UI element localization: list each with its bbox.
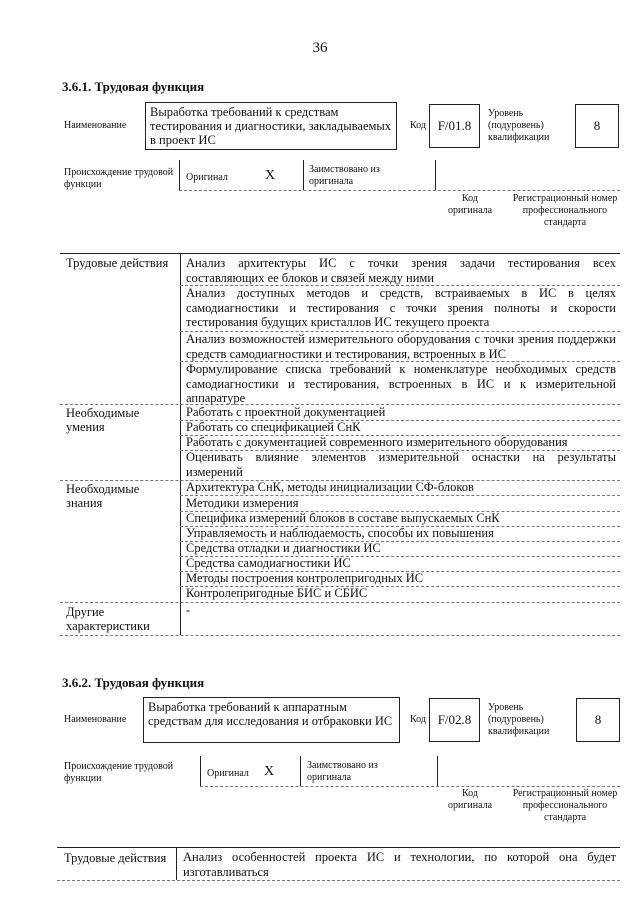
original-mark: X: [264, 764, 275, 779]
origin-divider-3: [435, 160, 436, 190]
action-item: Формулирование списка требований к номенклатуре необходимых средств самодиагностики и тестирования, встроенных в ИС и к измерительной аппаратуре: [186, 362, 616, 405]
code-value-box: F/02.8: [429, 698, 480, 742]
origin-label: Происхождение трудовой функции: [64, 761, 174, 784]
knowledge-item: Средства отладки и диагностики ИС: [186, 541, 381, 555]
action-item: Анализ архитектуры ИС с точки зрения задачи тестирования всех составляющих ее блоков и связей между ними: [186, 256, 616, 285]
origin-divider: [200, 756, 201, 786]
knowledge-item: Контролепригодные БИС и СБИС: [186, 586, 368, 600]
original-label: Оригинал: [207, 768, 249, 779]
group-divider: [60, 602, 620, 603]
section-title: 3.6.2. Трудовая функция: [62, 675, 205, 690]
other-label: Другие характеристики: [66, 605, 150, 633]
original-label: Оригинал: [186, 172, 228, 183]
level-value-box: 8: [576, 698, 620, 742]
skill-item: Работать с проектной документацией: [186, 405, 386, 419]
table-column-divider: [176, 847, 177, 880]
origin-divider-2: [300, 756, 301, 786]
action-item: Анализ доступных методов и средств, встраиваемых в ИС в целях самодиагностики и тестирования с точки зрения полноты и скорости тестирования будущих кристаллов ИС текущего проекта: [186, 286, 616, 329]
skill-item: Работать со спецификацией СнК: [186, 420, 361, 434]
name-label: Наименование: [64, 120, 127, 131]
level-label: Уровень (подуровень) квалификации: [488, 702, 550, 737]
reg-number-label: Регистрационный номер профессионального стандарта: [512, 788, 618, 823]
code-value-box: F/01.8: [429, 104, 480, 148]
table-top-line: [60, 253, 620, 254]
action-item: Анализ особенностей проекта ИС и технологии, по которой она будет изготавливаться: [183, 850, 616, 879]
origin-divider: [179, 160, 180, 190]
borrowed-label: Заимствовано из оригинала: [307, 760, 378, 783]
level-label: Уровень (подуровень) квалификации: [488, 108, 550, 143]
origin-bottom-line: [179, 190, 620, 191]
function-name-box: Выработка требований к средствам тестирования и диагностики, закладываемых в проект ИС: [145, 102, 397, 150]
table-top-line: [57, 847, 620, 848]
actions-label: Трудовые действия: [66, 256, 169, 270]
name-label: Наименование: [64, 714, 127, 725]
skill-item: Оценивать влияние элементов измерительной оснастки на результаты измерений: [186, 450, 616, 479]
original-mark: X: [265, 168, 276, 183]
origin-bottom-line: [200, 786, 620, 787]
knowledge-item: Управляемость и наблюдаемость, способы их повышения: [186, 526, 494, 540]
action-item: Анализ возможностей измерительного оборудования с точки зрения поддержки средств самодиагностики и тестирования, встроенных в ИС: [186, 332, 616, 361]
table-column-divider: [180, 253, 181, 635]
knowledge-item: Архитектура СнК, методы инициализации СФ-блоков: [186, 480, 474, 494]
reg-number-label: Регистрационный номер профессионального стандарта: [512, 193, 618, 228]
knowledge-label: Необходимые знания: [66, 482, 140, 510]
origin-divider-2: [303, 160, 304, 190]
function-name-box: Выработка требований к аппаратным средствам для исследования и отбраковки ИС: [143, 697, 400, 743]
other-value: -: [186, 603, 191, 617]
borrowed-label: Заимствовано из оригинала: [309, 164, 380, 187]
page-number: 36: [312, 40, 328, 56]
actions-label: Трудовые действия: [64, 851, 167, 865]
table-bottom-line: [60, 635, 620, 636]
knowledge-item: Средства самодиагностики ИС: [186, 556, 351, 570]
table-bottom-line: [57, 880, 620, 881]
level-value-box: 8: [575, 104, 619, 148]
knowledge-item: Специфика измерений блоков в составе выпускаемых СнК: [186, 511, 500, 525]
origin-label: Происхождение трудовой функции: [64, 167, 174, 190]
origin-divider-3: [437, 756, 438, 786]
skills-label: Необходимые умения: [66, 406, 140, 434]
origin-code-label: Код оригинала: [447, 788, 493, 811]
code-label: Код: [410, 714, 426, 725]
section-title: 3.6.1. Трудовая функция: [62, 79, 205, 94]
knowledge-item: Методики измерения: [186, 496, 299, 510]
code-label: Код: [410, 120, 426, 131]
origin-code-label: Код оригинала: [447, 193, 493, 216]
knowledge-item: Методы построения контролепригодных ИС: [186, 571, 424, 585]
skill-item: Работать с документацией современного измерительного оборудования: [186, 435, 568, 449]
